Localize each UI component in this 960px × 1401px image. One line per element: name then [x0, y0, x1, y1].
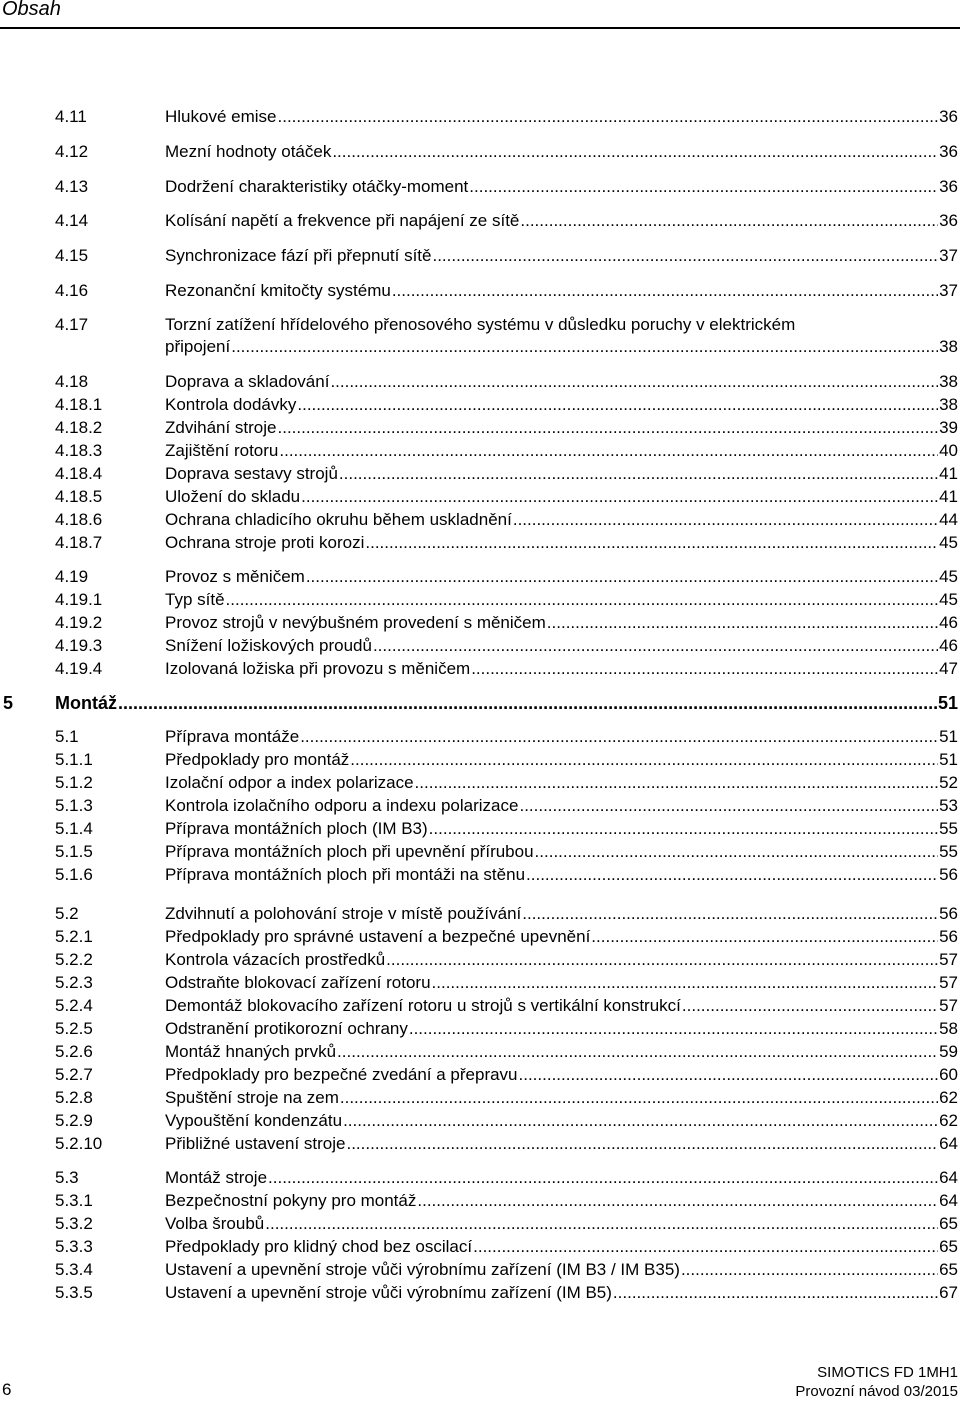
toc-title: Dodržení charakteristiky otáčky-moment [165, 177, 469, 196]
toc-title: Ochrana chladicího okruhu během uskladnění [165, 510, 512, 529]
toc-page-number: 46 [939, 613, 958, 632]
dot-leader [535, 841, 939, 863]
dot-leader [301, 486, 938, 508]
toc-entry-body [165, 280, 958, 302]
toc-title: Odstraňte blokovací zařízení rotoru [165, 973, 431, 992]
toc-line [165, 1167, 958, 1189]
toc-page-number: 56 [939, 865, 958, 884]
toc-title: Zdvihání stroje [165, 418, 277, 437]
toc-entry-body [165, 841, 958, 863]
toc-page-number: 57 [939, 973, 958, 992]
toc-number: 5.3.5 [55, 1283, 93, 1302]
toc-entry-body [165, 1213, 958, 1235]
toc-title: Spuštění stroje na zem [165, 1088, 339, 1107]
toc-line [165, 972, 958, 994]
toc-number: 4.15 [55, 246, 89, 265]
toc-line [165, 1018, 958, 1040]
toc-number: 4.18.5 [55, 487, 103, 506]
toc-title: Předpoklady pro bezpečné zvedání a přepravu [165, 1065, 518, 1084]
toc-title: Typ sítě [165, 590, 225, 609]
toc-line [165, 1259, 958, 1281]
toc-title: Předpoklady pro klidný chod bez oscilací [165, 1237, 473, 1256]
toc-number: 4.16 [55, 281, 89, 300]
toc-page-number: 41 [939, 487, 958, 506]
toc-line [55, 692, 958, 714]
toc-entry-body [165, 635, 958, 657]
toc-number: 5.2.9 [55, 1111, 93, 1130]
toc-number: 5.1.1 [55, 750, 93, 769]
toc-entry-body [165, 726, 958, 748]
toc-number: 5.3.4 [55, 1260, 93, 1279]
toc-title: Kontrola dodávky [165, 395, 297, 414]
toc-line [165, 176, 958, 198]
toc-line [165, 1064, 958, 1086]
toc-page-number: 57 [939, 996, 958, 1015]
toc-entry-body [165, 1064, 958, 1086]
toc-title: Synchronizace fází při přepnutí sítě [165, 246, 432, 265]
toc-entry-body [165, 972, 958, 994]
dot-leader [547, 612, 938, 634]
toc-number: 4.19.2 [55, 613, 103, 632]
toc-line [165, 210, 958, 232]
toc-line [165, 280, 958, 302]
toc-entry-body [165, 795, 958, 817]
toc-page-number: 45 [939, 590, 958, 609]
toc-number: 4.18.6 [55, 510, 103, 529]
toc-line [165, 635, 958, 657]
toc-page-number: 57 [939, 950, 958, 969]
dot-leader [226, 589, 939, 611]
toc-number: 4.18.2 [55, 418, 103, 437]
toc-line [165, 658, 958, 680]
product-name: SIMOTICS FD 1MH1 [817, 1364, 958, 1381]
toc-entry-body [165, 1236, 958, 1258]
toc-page-number: 59 [939, 1042, 958, 1061]
toc-page-number: 62 [939, 1088, 958, 1107]
dot-leader [306, 566, 938, 588]
toc-title-continuation: připojení [165, 337, 231, 356]
toc-page-number: 62 [939, 1111, 958, 1130]
toc-page-number: 36 [939, 177, 958, 196]
toc-entry-body [165, 371, 958, 393]
dot-leader [526, 864, 938, 886]
dot-leader [409, 1018, 938, 1040]
toc-entry-body [165, 1018, 958, 1040]
dot-leader [681, 1259, 938, 1281]
toc-entry-body [165, 417, 958, 439]
toc-number: 4.13 [55, 177, 89, 196]
toc-line [165, 818, 958, 840]
toc-page-number: 51 [937, 693, 958, 713]
toc-title: Demontáž blokovacího zařízení rotoru u strojů s vertikální konstrukcí [165, 996, 681, 1015]
toc-line [165, 141, 958, 163]
toc-entry-body [165, 772, 958, 794]
dot-leader [297, 394, 938, 416]
toc-page-number: 55 [939, 842, 958, 861]
toc-entry-body [165, 1190, 958, 1212]
dot-leader [268, 1167, 938, 1189]
toc-number: 5.1.6 [55, 865, 93, 884]
toc-line [165, 566, 958, 588]
toc-page-number: 56 [939, 904, 958, 923]
dot-leader [429, 818, 938, 840]
toc-title: Montáž stroje [165, 1168, 268, 1187]
toc-title: Rezonanční kmitočty systému [165, 281, 391, 300]
toc-page-number: 51 [939, 727, 958, 746]
dot-leader [300, 726, 938, 748]
toc-line [165, 417, 958, 439]
toc-number: 5.2.2 [55, 950, 93, 969]
toc-line [165, 1282, 958, 1304]
toc-title: Snížení ložiskových proudů [165, 636, 372, 655]
toc-number: 4.18.7 [55, 533, 103, 552]
toc-page-number: 44 [939, 510, 958, 529]
toc-title: Přibližné ustavení stroje [165, 1134, 346, 1153]
dot-leader [278, 417, 939, 439]
toc-line [165, 1087, 958, 1109]
toc-entry-body [165, 949, 958, 971]
toc-title: Kontrola izolačního odporu a indexu polarizace [165, 796, 519, 815]
toc-number: 4.11 [55, 107, 87, 126]
toc-page-number: 36 [939, 142, 958, 161]
toc-entry-body [165, 612, 958, 634]
toc-entry-body [165, 210, 958, 232]
page-number: 6 [2, 1380, 12, 1399]
document-edition: Provozní návod 03/2015 [795, 1383, 958, 1400]
toc-title: Montáž hnaných prvků [165, 1042, 337, 1061]
dot-leader [522, 903, 938, 925]
toc-page-number: 40 [939, 441, 958, 460]
toc-number: 5 [3, 693, 14, 713]
toc-entry-body [165, 926, 958, 948]
toc-title: Ochrana stroje proti korozi [165, 533, 365, 552]
toc-entry-body [165, 903, 958, 925]
dot-leader [415, 772, 939, 794]
toc-page-number: 65 [939, 1237, 958, 1256]
toc-entry-body [165, 532, 958, 554]
toc-page-number: 64 [939, 1168, 958, 1187]
toc-number: 5.2.6 [55, 1042, 93, 1061]
toc-number: 5.2.1 [55, 927, 93, 946]
toc-title: Ustavení a upevnění stroje vůči výrobnímu zařízení (IM B5) [165, 1283, 612, 1302]
toc-title: Uložení do skladu [165, 487, 301, 506]
toc-number: 4.19 [55, 567, 89, 586]
toc-line [165, 749, 958, 771]
toc-entry-body [165, 749, 958, 771]
dot-leader [386, 949, 938, 971]
toc-title: Ustavení a upevnění stroje vůči výrobnímu zařízení (IM B3 / IM B35) [165, 1260, 680, 1279]
toc-line [165, 1110, 958, 1132]
toc-title: Příprava montážních ploch při upevnění přírubou [165, 842, 534, 861]
toc-number: 5.2.3 [55, 973, 93, 992]
dot-leader [519, 795, 938, 817]
toc-page-number: 46 [939, 636, 958, 655]
toc-page-number: 45 [939, 567, 958, 586]
toc-page-number: 55 [939, 819, 958, 838]
toc-entry-body [165, 463, 958, 485]
toc-number: 4.18.1 [55, 395, 103, 414]
dot-leader [279, 440, 938, 462]
toc-title: Příprava montáže [165, 727, 300, 746]
dot-leader [265, 1213, 938, 1235]
toc-number: 4.19.3 [55, 636, 103, 655]
toc-entry-body [165, 394, 958, 416]
toc-number: 4.18.3 [55, 441, 103, 460]
dot-leader [469, 176, 938, 198]
toc-entry-body [165, 314, 958, 358]
toc-number: 5.3.3 [55, 1237, 93, 1256]
toc-page-number: 64 [939, 1191, 958, 1210]
toc-number: 5.3.1 [55, 1191, 93, 1210]
dot-leader [591, 926, 938, 948]
dot-leader [513, 509, 938, 531]
toc-title: Předpoklady pro montáž [165, 750, 350, 769]
toc-page-number: 51 [939, 750, 958, 769]
dot-leader [392, 280, 938, 302]
toc-line [165, 532, 958, 554]
toc-number: 5.1.3 [55, 796, 93, 815]
toc-entry-body [165, 141, 958, 163]
toc-entry-body [165, 1282, 958, 1304]
toc-page-number: 65 [939, 1260, 958, 1279]
toc-title: Příprava montážních ploch (IM B3) [165, 819, 428, 838]
toc-entry-body [165, 176, 958, 198]
toc-page-number: 60 [939, 1065, 958, 1084]
toc-title: Mezní hodnoty otáček [165, 142, 332, 161]
toc-title: Doprava sestavy strojů [165, 464, 338, 483]
toc-entry-body [55, 692, 958, 714]
toc-number: 5.1.4 [55, 819, 93, 838]
toc-entry-body [165, 818, 958, 840]
toc-entry-body [165, 440, 958, 462]
toc-number: 5.2.5 [55, 1019, 93, 1038]
toc-entry-body [165, 1110, 958, 1132]
toc-entry-body [165, 509, 958, 531]
dot-leader [340, 1087, 938, 1109]
toc-entry-body [165, 589, 958, 611]
toc-line [165, 463, 958, 485]
toc-title: Zdvihnutí a polohování stroje v místě používání [165, 904, 522, 923]
toc-title: Torzní zatížení hřídelového přenosového systému v důsledku poruchy v elektrickém [165, 315, 796, 334]
toc-page-number: 56 [939, 927, 958, 946]
toc-line [165, 841, 958, 863]
toc-title: Izolační odpor a index polarizace [165, 773, 414, 792]
toc-page-number: 64 [939, 1134, 958, 1153]
toc-title: Zajištění rotoru [165, 441, 279, 460]
toc-title: Bezpečnostní pokyny pro montáž [165, 1191, 417, 1210]
toc-line [165, 926, 958, 948]
toc-number: 4.18 [55, 372, 89, 391]
toc-line [165, 1190, 958, 1212]
toc-page-number: 37 [939, 281, 958, 300]
toc-line [165, 245, 958, 267]
toc-entry-body [165, 1167, 958, 1189]
toc-title: Volba šroubů [165, 1214, 265, 1233]
dot-leader [343, 1110, 938, 1132]
toc-entry-body [165, 658, 958, 680]
dot-leader [337, 1041, 938, 1063]
toc-page-number: 65 [939, 1214, 958, 1233]
toc-line [165, 726, 958, 748]
toc-line [165, 106, 958, 128]
toc-entry-body [165, 245, 958, 267]
toc-entry-body [165, 486, 958, 508]
toc-number: 5.2.7 [55, 1065, 93, 1084]
toc-entry-body [165, 566, 958, 588]
toc-entry-body [165, 1133, 958, 1155]
toc-page-number: 58 [939, 1019, 958, 1038]
toc-line [165, 995, 958, 1017]
toc-title: Vypouštění kondenzátu [165, 1111, 343, 1130]
dot-leader [278, 106, 939, 128]
toc-line [165, 371, 958, 393]
dot-leader [346, 1133, 938, 1155]
toc-title: Provoz strojů v nevýbušném provedení s měničem [165, 613, 546, 632]
toc-line [165, 440, 958, 462]
toc-page-number: 37 [939, 246, 958, 265]
toc-title: Montáž [55, 693, 117, 713]
dot-leader [231, 336, 938, 358]
toc-title: Provoz s měničem [165, 567, 305, 586]
toc-line [165, 1041, 958, 1063]
toc-number: 4.18.4 [55, 464, 103, 483]
toc-title: Kolísání napětí a frekvence při napájení ze sítě [165, 211, 520, 230]
toc-number: 5.1 [55, 727, 79, 746]
toc-page-number: 36 [939, 211, 958, 230]
toc-page-number: 38 [939, 337, 958, 356]
toc-line [165, 589, 958, 611]
dot-leader [350, 749, 938, 771]
toc-entry-body [165, 1041, 958, 1063]
toc-line [165, 509, 958, 531]
toc-title: Kontrola vázacích prostředků [165, 950, 386, 969]
toc-line [165, 795, 958, 817]
toc-number: 5.3.2 [55, 1214, 93, 1233]
toc-line [165, 336, 958, 358]
toc-entry-body [165, 1087, 958, 1109]
toc-entry-body [165, 995, 958, 1017]
toc-title: Doprava a skladování [165, 372, 330, 391]
dot-leader [332, 141, 938, 163]
dot-leader [471, 658, 938, 680]
toc-line [165, 864, 958, 886]
dot-leader [118, 692, 937, 714]
toc-line [165, 772, 958, 794]
dot-leader [519, 1064, 939, 1086]
dot-leader [339, 463, 938, 485]
toc-line [165, 486, 958, 508]
dot-leader [365, 532, 938, 554]
toc-title: Izolovaná ložiska při provozu s měničem [165, 659, 471, 678]
toc-line [165, 394, 958, 416]
toc-page-number: 36 [939, 107, 958, 126]
toc-number: 5.1.2 [55, 773, 93, 792]
toc-line [165, 949, 958, 971]
toc-page-number: 53 [939, 796, 958, 815]
dot-leader [682, 995, 938, 1017]
dot-leader [432, 245, 938, 267]
toc-page-number: 45 [939, 533, 958, 552]
toc-number: 5.2.10 [55, 1134, 103, 1153]
toc-line [165, 1213, 958, 1235]
toc-title: Předpoklady pro správné ustavení a bezpečné upevnění [165, 927, 591, 946]
toc-number: 4.19.1 [55, 590, 103, 609]
toc-page-number: 47 [939, 659, 958, 678]
toc-number: 5.2 [55, 904, 79, 923]
toc-entry-body [165, 1259, 958, 1281]
toc-page-number: 38 [939, 372, 958, 391]
toc-number: 4.17 [55, 315, 89, 334]
toc-page-number: 52 [939, 773, 958, 792]
toc-number: 5.2.4 [55, 996, 93, 1015]
toc-page-number: 38 [939, 395, 958, 414]
toc-number: 5.2.8 [55, 1088, 93, 1107]
toc-line [165, 1236, 958, 1258]
dot-leader [330, 371, 938, 393]
toc-page-number: 67 [939, 1283, 958, 1302]
dot-leader [432, 972, 939, 994]
toc-number: 4.14 [55, 211, 89, 230]
dot-leader [417, 1190, 938, 1212]
toc-title: Hlukové emise [165, 107, 277, 126]
toc-entry-body [165, 864, 958, 886]
toc-number: 4.19.4 [55, 659, 103, 678]
toc-number: 5.1.5 [55, 842, 93, 861]
dot-leader [373, 635, 938, 657]
toc-line [165, 1133, 958, 1155]
section-title: Obsah [2, 0, 61, 20]
toc-page-number: 39 [939, 418, 958, 437]
toc-line [165, 903, 958, 925]
toc-line [165, 612, 958, 634]
toc-number: 4.12 [55, 142, 89, 161]
dot-leader [520, 210, 938, 232]
toc-title: Příprava montážních ploch při montáži na stěnu [165, 865, 526, 884]
toc-number: 5.3 [55, 1168, 79, 1187]
toc-entry-body [165, 106, 958, 128]
dot-leader [473, 1236, 938, 1258]
dot-leader [613, 1282, 938, 1304]
toc-page-number: 41 [939, 464, 958, 483]
toc-title: Odstranění protikorozní ochrany [165, 1019, 408, 1038]
